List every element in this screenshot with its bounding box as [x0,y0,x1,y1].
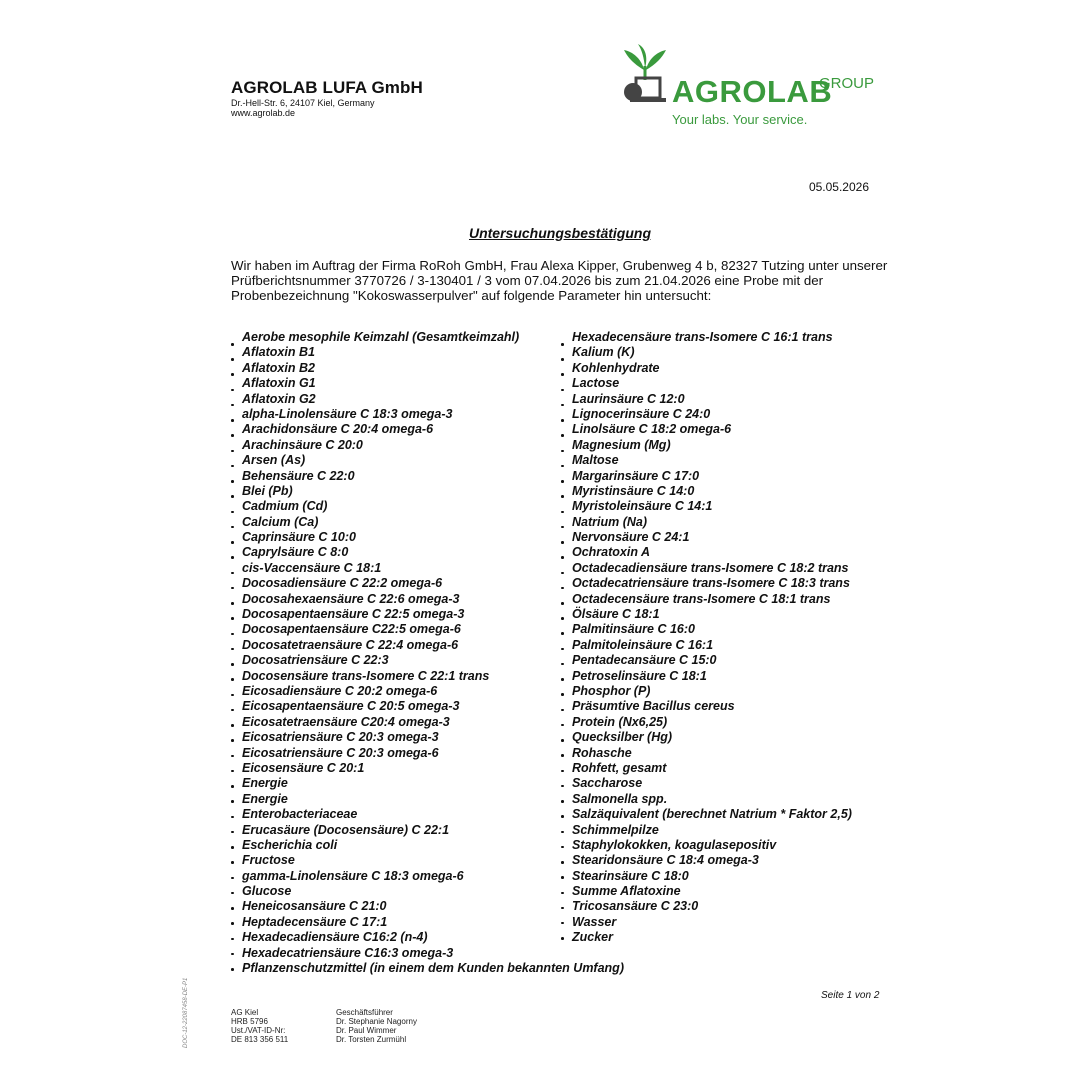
bullet-icon [561,785,564,788]
bullet-icon [561,572,564,575]
parameter-item [561,453,852,468]
parameter-label: gamma-Linolensäure C 18:3 omega-6 [242,868,464,883]
parameter-list-right [561,330,852,946]
bullet-icon [231,709,234,712]
parameter-label: Glucose [242,884,292,899]
bullet-icon [231,694,234,697]
parameter-label: cis-Vaccensäure C 18:1 [242,560,382,575]
parameter-label: Energie [242,776,288,791]
parameter-label: Caprylsäure C 8:0 [242,545,349,560]
parameter-item [561,484,852,499]
parameter-item [231,961,624,976]
bullet-icon [231,785,234,788]
parameter-label: Pflanzenschutzmittel (in einem dem Kunden bekannten Umfang) [242,961,624,976]
parameter-label: Heptadecensäure C 17:1 [242,914,388,929]
parameter-item [561,576,852,591]
parameter-label: Octadecensäure trans-Isomere C 18:1 trans [572,591,831,606]
parameter-label: Aflatoxin G2 [242,391,316,406]
parameter-label: Nervonsäure C 24:1 [572,530,690,545]
company-address: Dr.-Hell-Str. 6, 24107 Kiel, Germany [231,98,375,108]
bullet-icon [231,526,234,529]
parameter-label: Energie [242,791,288,806]
parameter-label: Erucasäure (Docosensäure) C 22:1 [242,822,450,837]
bullet-icon [561,861,564,864]
bullet-icon [561,556,564,559]
parameter-label: Escherichia coli [242,837,338,852]
bullet-icon [231,556,234,559]
parameter-label: Natrium (Na) [572,514,648,529]
footer-line: Ust./VAT-ID-Nr: [231,1026,286,1035]
bullet-icon [231,861,234,864]
logo-slogan: Your labs. Your service. [672,112,808,127]
bullet-icon [561,648,564,651]
bullet-icon [231,511,234,514]
bullet-icon [231,617,234,620]
bullet-icon [231,724,234,727]
parameter-item [561,684,852,699]
bullet-icon [561,937,564,940]
bullet-icon [231,541,234,544]
parameter-item [561,545,852,560]
parameter-label: Saccharose [572,776,643,791]
parameter-label: Fructose [242,853,295,868]
bullet-icon [561,800,564,803]
bullet-icon [231,831,234,834]
bullet-icon [561,892,564,895]
parameter-item [561,638,852,653]
bullet-icon [561,526,564,529]
parameter-item [561,792,852,807]
parameter-item [561,345,852,360]
parameter-label: Hexadecensäure trans-Isomere C 16:1 trans [572,330,833,344]
parameter-label: Docosatriensäure C 22:3 [242,653,389,668]
parameter-label: Eicosadiensäure C 20:2 omega-6 [242,683,438,698]
bullet-icon [561,922,564,925]
bullet-icon [231,739,234,742]
parameter-label: Aerobe mesophile Keimzahl (Gesamtkeimzahl) [242,330,520,344]
bullet-icon [231,465,234,468]
parameter-label: Docosahexaensäure C 22:6 omega-3 [242,591,460,606]
parameter-label: Präsumtive Bacillus cereus [572,699,735,714]
footer-line: DE 813 356 511 [231,1035,289,1044]
parameter-label: Lactose [572,376,620,391]
bullet-icon [561,770,564,773]
parameter-label: Kohlenhydrate [572,360,660,375]
bullet-icon [231,434,234,437]
parameter-item [561,392,852,407]
footer-registration [231,1008,288,1044]
parameter-label: Cadmium (Cd) [242,499,328,514]
bullet-icon [561,693,564,696]
parameter-item [561,653,852,668]
bullet-icon [231,648,234,651]
bullet-icon [231,480,234,483]
parameter-label: Myristinsäure C 14:0 [572,483,695,498]
parameter-label: Docosadiensäure C 22:2 omega-6 [242,576,443,591]
parameter-item [561,515,852,530]
logo-group: GROUP [819,75,875,92]
bullet-icon [231,953,234,956]
parameter-label: Maltose [572,453,619,468]
parameter-label: Protein (Nx6,25) [572,714,668,729]
parameter-label: Aflatoxin B2 [242,360,315,375]
bullet-icon [231,800,234,803]
parameter-label: Arachinsäure C 20:0 [242,437,363,452]
parameter-label: Summe Aflatoxine [572,884,681,899]
bullet-icon [231,816,234,819]
parameter-label: Heneicosansäure C 21:0 [242,899,387,914]
footer-line: Dr. Paul Wimmer [336,1026,397,1035]
footer-line: AG Kiel [231,1008,259,1017]
bullet-icon [561,724,564,727]
parameter-label: Rohasche [572,745,632,760]
parameter-label: Docosensäure trans-Isomere C 22:1 trans [242,668,490,683]
intro-paragraph: Wir haben im Auftrag der Firma RoRoh GmbH, Frau Alexa Kipper, Grubenweg 4 b, 82327 Tutzing unter unserer Prüfberichtsnummer 3770726 / 3-130401 / 3 vom 07.04.2026 bis zum 21.04.2026 eine Probe mit der Probenbezeichnung "Kokoswasserpulver" auf folgende Parameter hin untersucht: [231,258,888,303]
parameter-item [561,530,852,545]
parameter-item [561,884,852,899]
bullet-icon [561,617,564,620]
parameter-label: Rohfett, gesamt [572,760,667,775]
bullet-icon [561,876,564,879]
parameter-label: Eicosatriensäure C 20:3 omega-6 [242,745,439,760]
logo-wordmark: AGROLAB [672,74,833,109]
company-website: www.agrolab.de [231,108,296,118]
bullet-icon [561,709,564,712]
parameter-label: Palmitoleinsäure C 16:1 [572,637,714,652]
bullet-icon [231,602,234,605]
parameter-label: Docosatetraensäure C 22:4 omega-6 [242,637,459,652]
bullet-icon [561,495,564,498]
parameter-label: Staphylokokken, koagulasepositiv [572,837,777,852]
parameter-item [561,853,852,868]
parameter-item [561,699,852,714]
bullet-icon [561,739,564,742]
parameter-label: Wasser [572,914,617,929]
bullet-icon [231,968,234,971]
bullet-icon [231,450,234,453]
parameter-label: Eicosatriensäure C 20:3 omega-3 [242,730,439,745]
parameter-label: Eicosatetraensäure C20:4 omega-3 [242,714,450,729]
parameter-label: Myristoleinsäure C 14:1 [572,499,713,514]
bullet-icon [561,480,564,483]
parameter-item [561,807,852,822]
parameter-label: Arsen (As) [242,453,306,468]
footer-line: HRB 5796 [231,1017,268,1026]
parameter-label: Linolsäure C 18:2 omega-6 [572,422,732,437]
parameter-label: Eicosensäure C 20:1 [242,760,365,775]
bullet-icon [561,541,564,544]
bullet-icon [561,434,564,437]
parameter-item [561,607,852,622]
parameter-label: Enterobacteriaceae [242,807,358,822]
bullet-icon [561,632,564,635]
bullet-icon [231,495,234,498]
bullet-icon [561,678,564,681]
parameter-label: Kalium (K) [572,345,635,360]
parameter-label: Octadecatriensäure trans-Isomere C 18:3 trans [572,576,850,591]
parameter-label: Arachidonsäure C 20:4 omega-6 [242,422,434,437]
parameter-item [561,499,852,514]
bullet-icon [561,815,564,818]
parameter-item [561,776,852,791]
bullet-icon [561,663,564,666]
document-title: Untersuchungsbestätigung [468,225,651,241]
bullet-icon [231,846,234,849]
parameter-label: Behensäure C 22:0 [242,468,355,483]
parameter-item [561,823,852,838]
bullet-icon [231,678,234,681]
bullet-icon [231,892,234,895]
bullet-icon [561,419,564,422]
parameter-label: Aflatoxin B1 [242,345,315,360]
parameter-label: Laurinsäure C 12:0 [572,391,685,406]
parameter-item [561,669,852,684]
parameter-label: Salzäquivalent (berechnet Natrium * Faktor 2,5) [572,807,852,822]
parameter-item [561,438,852,453]
footer-management [336,1008,417,1044]
parameter-item [561,838,852,853]
bullet-icon [231,907,234,910]
parameter-label: Schimmelpilze [572,822,659,837]
bullet-icon [231,877,234,880]
bullet-icon [231,587,234,590]
document-code: DOC-12-22087458-DE-P1 [183,977,189,1048]
bullet-icon [231,572,234,575]
parameter-item [561,376,852,391]
parameter-label: Docosapentaensäure C 22:5 omega-3 [242,607,465,622]
parameter-label: Palmitinsäure C 16:0 [572,622,695,637]
parameter-item [561,730,852,745]
bullet-icon [231,633,234,636]
parameter-label: Eicosapentaensäure C 20:5 omega-3 [242,699,460,714]
bullet-icon [561,465,564,468]
parameter-label: Octadecadiensäure trans-Isomere C 18:2 trans [572,560,849,575]
parameter-item [561,422,852,437]
parameter-item [561,915,852,930]
bullet-icon [561,450,564,453]
parameter-label: Magnesium (Mg) [572,437,671,452]
parameter-item [561,469,852,484]
parameter-label: Stearidonsäure C 18:4 omega-3 [572,853,759,868]
bullet-icon [231,419,234,422]
parameter-item [561,869,852,884]
parameter-label: alpha-Linolensäure C 18:3 omega-3 [242,406,453,421]
footer-line: Dr. Stephanie Nagorny [336,1017,417,1026]
page-number: Seite 1 von 2 [821,990,880,1001]
agrolab-logo [620,40,900,130]
parameter-label: Phosphor (P) [572,683,651,698]
parameter-label: Blei (Pb) [242,483,293,498]
bullet-icon [561,831,564,834]
bullet-icon [561,511,564,514]
agrolab-plant-laptop-icon [620,40,672,110]
bullet-icon [231,663,234,666]
parameter-label: Ölsäure C 18:1 [572,607,660,622]
footer-line: Dr. Torsten Zurmühl [336,1035,407,1044]
parameter-label: Calcium (Ca) [242,514,319,529]
bullet-icon [561,754,564,757]
footer-line: Geschäftsführer [336,1008,393,1017]
parameter-item [561,746,852,761]
bullet-icon [561,602,564,605]
bullet-icon [231,770,234,773]
parameter-label: Lignocerinsäure C 24:0 [572,406,711,421]
parameter-item [231,946,624,961]
parameter-item [561,561,852,576]
parameter-label: Hexadecatriensäure C16:3 omega-3 [242,945,454,960]
parameter-item [561,361,852,376]
parameter-item [561,761,852,776]
parameter-item [561,622,852,637]
parameter-label: Docosapentaensäure C22:5 omega-6 [242,622,461,637]
parameter-label: Quecksilber (Hg) [572,730,673,745]
parameter-label: Caprinsäure C 10:0 [242,530,356,545]
parameter-item [561,715,852,730]
parameter-label: Ochratoxin A [572,545,651,560]
parameter-item [561,899,852,914]
company-block [231,78,423,118]
bullet-icon [231,755,234,758]
parameter-label: Petroselinsäure C 18:1 [572,668,707,683]
parameter-label: Zucker [572,930,613,945]
parameter-item [561,330,852,345]
parameter-label: Hexadecadiensäure C16:2 (n-4) [242,930,428,945]
parameter-label: Aflatoxin G1 [242,376,316,391]
parameter-item [561,407,852,422]
parameter-label: Margarinsäure C 17:0 [572,468,700,483]
parameter-label: Pentadecansäure C 15:0 [572,653,717,668]
document-date: 05.05.2026 [808,180,869,194]
bullet-icon [561,907,564,910]
parameter-item [561,592,852,607]
bullet-icon [561,587,564,590]
parameter-item [561,930,852,945]
bullet-icon [231,938,234,941]
company-name: AGROLAB LUFA GmbH [231,78,423,97]
parameter-label: Salmonella spp. [572,791,668,806]
parameter-label: Stearinsäure C 18:0 [572,868,689,883]
bullet-icon [561,846,564,849]
bullet-icon [231,922,234,925]
parameter-label: Tricosansäure C 23:0 [572,899,699,914]
